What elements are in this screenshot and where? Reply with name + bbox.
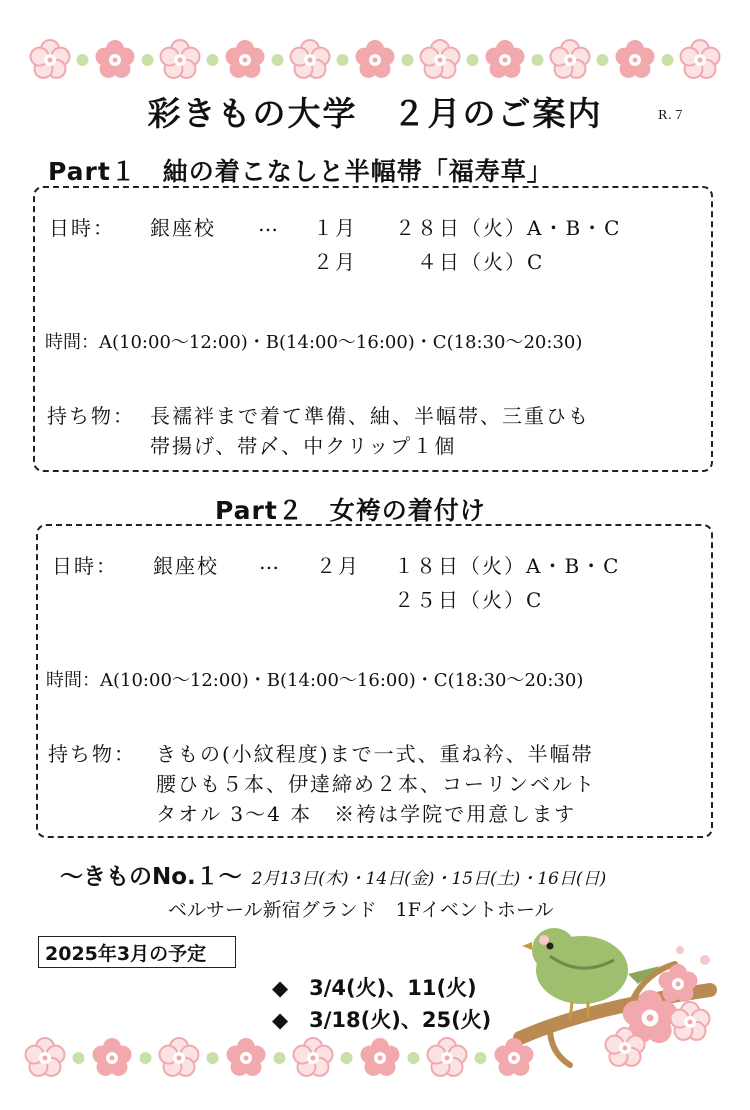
part1-item-line: 帯揚げ、帯〆、中クリップ１個 (150, 434, 457, 458)
top-blossom-border (0, 30, 750, 90)
part1-dots: … (258, 212, 280, 236)
expo-title: ～きものNo.１～ (60, 864, 242, 890)
green-dot-icon (597, 54, 609, 66)
plum-blossom-icon (681, 40, 720, 78)
part1-date2-day: ４日（火）C (417, 250, 545, 274)
green-dot-icon (207, 54, 219, 66)
plum-blossom-icon (161, 40, 200, 78)
part2-heading: Part２ 女袴の着付け (215, 496, 486, 525)
expo-dates: 2月13日(木)・14日(金)・15日(土)・16日(日) (251, 869, 607, 889)
green-dot-icon (140, 1052, 152, 1064)
plum-blossom-icon (495, 1038, 534, 1076)
plum-blossom-icon (31, 40, 70, 78)
part2-date1-day: １８日（火）A・B・C (394, 554, 621, 578)
march-heading: 2025年3月の予定 (38, 936, 236, 968)
march-date-item: ◆ 3/4(火)、11(火) (272, 976, 477, 1000)
march-date-item: ◆ 3/18(火)、25(火) (272, 1008, 492, 1032)
green-dot-icon (475, 1052, 487, 1064)
part2-item-line: きもの(小紋程度)まで一式、重ね衿、半幅帯 (156, 742, 594, 766)
bottom-blossom-border (0, 1030, 750, 1090)
plum-blossom-icon (551, 40, 590, 78)
part1-heading: Part１ 紬の着こなしと半幅帯「福寿草」 (48, 157, 553, 186)
plum-blossom-icon (486, 40, 525, 78)
plum-blossom-icon (361, 1038, 400, 1076)
green-dot-icon (402, 54, 414, 66)
expo-line (60, 858, 606, 891)
plum-blossom-icon (26, 1038, 65, 1076)
plum-blossom-icon (226, 40, 265, 78)
plum-blossom-icon (356, 40, 395, 78)
part1-date-label: 日時： (49, 216, 115, 240)
green-dot-icon (274, 1052, 286, 1064)
part1-date1-day: ２８日（火）A・B・C (395, 216, 622, 240)
part2-time: 時間：A(10:00～12:00)・B(14:00～16:00)・C(18:30～20:30) (46, 670, 584, 691)
expo-venue: ベルサール新宿グランド 1Fイベントホール (168, 899, 554, 921)
green-dot-icon (467, 54, 479, 66)
plum-blossom-icon (428, 1038, 467, 1076)
part1-items-label: 持ち物： (47, 404, 135, 428)
part2-item-line: 腰ひも５本、伊達締め２本、コーリンベルト (156, 772, 596, 796)
part1-school: 銀座校 (150, 216, 216, 240)
green-dot-icon (73, 1052, 85, 1064)
plum-blossom-icon (160, 1038, 199, 1076)
green-dot-icon (408, 1052, 420, 1064)
part2-school: 銀座校 (153, 554, 219, 578)
reiwa-year: R.７ (658, 108, 686, 122)
part2-date1-month: ２月 (316, 554, 360, 578)
plum-blossom-icon (421, 40, 460, 78)
part2-item-line: タオル 3～4 本 ※袴は学院で用意します (156, 802, 577, 826)
part2-date-label: 日時： (52, 554, 118, 578)
plum-blossom-icon (227, 1038, 266, 1076)
plum-blossom-icon (93, 1038, 132, 1076)
part1-date2-month: ２月 (313, 250, 357, 274)
part2-box (36, 524, 713, 838)
green-dot-icon (341, 1052, 353, 1064)
plum-blossom-icon (291, 40, 330, 78)
part2-items-label: 持ち物： (48, 742, 136, 766)
green-dot-icon (77, 54, 89, 66)
page-title: 彩きもの大学 ２月のご案内 (147, 94, 603, 133)
green-dot-icon (532, 54, 544, 66)
part1-date1-month: １月 (313, 216, 357, 240)
part1-time: 時間：A(10:00～12:00)・B(14:00～16:00)・C(18:30～20:30) (45, 332, 583, 353)
part2-dots: … (259, 550, 281, 574)
green-dot-icon (337, 54, 349, 66)
green-dot-icon (662, 54, 674, 66)
green-dot-icon (207, 1052, 219, 1064)
plum-blossom-icon (294, 1038, 333, 1076)
green-dot-icon (272, 54, 284, 66)
part2-date2-day: ２５日（火）C (394, 588, 544, 612)
green-dot-icon (142, 54, 154, 66)
part1-item-line: 長襦袢まで着て準備、紬、半幅帯、三重ひも (150, 404, 590, 428)
part1-box (33, 186, 713, 472)
plum-blossom-icon (96, 40, 135, 78)
plum-blossom-icon (616, 40, 655, 78)
